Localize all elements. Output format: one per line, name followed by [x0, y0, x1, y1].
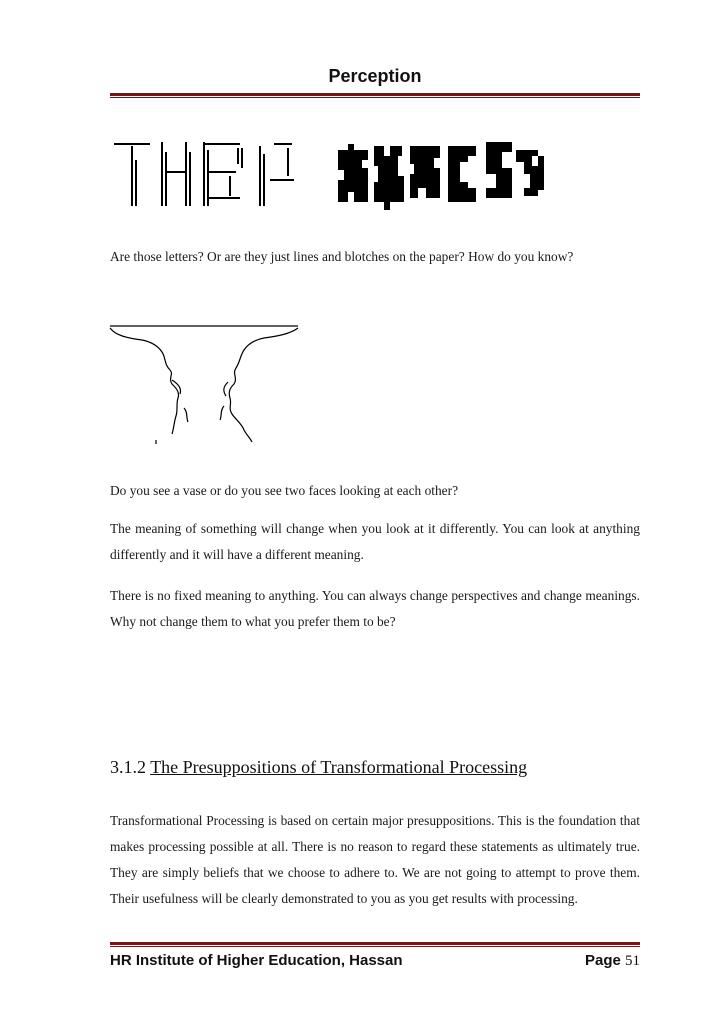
section-number: 3.1.2: [110, 757, 146, 777]
rubin-vase-illusion-icon: [108, 322, 308, 450]
vase-question: Do you see a vase or do you see two faces looking at each other?: [110, 483, 459, 498]
presuppositions-paragraph: Transformational Processing is based on certain major presuppositions. This is the foundation that makes processing possible at all. There is no reason to regard these statements as ultimately true. They are simply beliefs that we choose to adhere to. We are not going to attempt to prove them. Their usefulness will be clearly demonstrated to you as you get results with processing.: [110, 813, 640, 906]
meaning-paragraph: The meaning of something will change when you look at it differently. You can look at anything differently and it will have a different meaning.: [110, 521, 640, 562]
section-title: The Presuppositions of Transformational Processing: [150, 757, 528, 777]
header-rule: [110, 93, 640, 98]
letters-question: Are those letters? Or are they just lines and blotches on the paper? How do you know?: [110, 249, 574, 264]
perspective-paragraph: There is no fixed meaning to anything. You can always change perspectives and change meanings. Why not change them to what you prefer them to be?: [110, 588, 640, 629]
fragmented-letters-illusion-icon: [110, 140, 560, 214]
footer-institution: HR Institute of Higher Education, Hassan: [110, 952, 403, 969]
page-label: Page: [584, 952, 621, 969]
page-value: 51: [625, 953, 640, 969]
footer-page-number: [585, 952, 640, 970]
page-header-title: Perception: [328, 66, 422, 86]
footer-rule: [110, 942, 640, 947]
section-heading: [110, 757, 527, 778]
